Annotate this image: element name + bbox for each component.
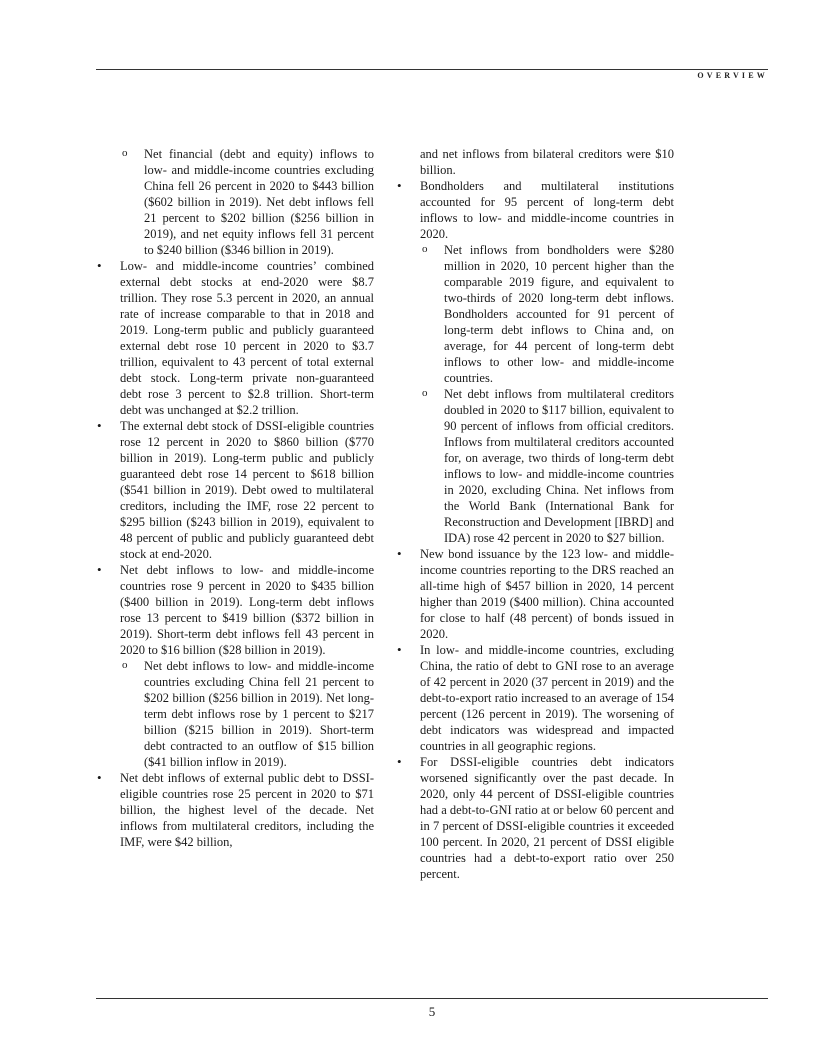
running-header: OVERVIEW: [697, 71, 768, 80]
list-item: [420, 178, 674, 546]
list-item: • Low- and middle-income countries’ combined external debt stocks at end-2020 were $8.7 trillion. They rose 5.3 percent in 2020, an annual rate of increase comparable to that in 2018 and 2019. Long-term public and publicly guaranteed external debt rose 10 percent in 2020 to $3.7 trillion, equivalent to 43 percent of total external debt stock. Long-term private non-guaranteed debt rose 3 percent to $2.8 trillion. Short-term debt was unchanged at $2.2 trillion.: [120, 258, 374, 418]
sub-list-item: o Net financial (debt and equity) inflows to low- and middle-income countries excluding China fell 26 percent in 2020 to $443 billion ($602 billion in 2019). Net debt inflows fell 21 percent to $202 billion ($256 billion in 2019), and net equity inflows fell 31 percent to $240 billion ($346 billion in 2019).: [144, 146, 374, 258]
list-item: • For DSSI-eligible countries debt indicators worsened significantly over the past decade. In 2020, only 44 percent of DSSI-eligible countries had a debt-to-GNI ratio at or below 60 percent and in 7 percent of DSSI-eligible countries it exceeded 100 percent. In 2020, 21 percent of DSSI eligible countries had a debt-to-export ratio over 250 percent.: [420, 754, 674, 882]
continued-paragraph: and net inflows from bilateral creditors were $10 billion.: [420, 147, 674, 177]
list-item-continuation: [120, 146, 374, 258]
list-item-text: Bondholders and multilateral institutions accounted for 95 percent of long-term debt inflows to low- and middle-income countries in 2020.: [420, 179, 674, 241]
list-item: • Net debt inflows of external public debt to DSSI-eligible countries rose 25 percent in 2020 to $71 billion, the highest level of the decade. Net inflows from multilateral creditors, including the IMF, were $42 billion,: [120, 770, 374, 850]
sub-list-item: o Net inflows from bondholders were $280 million in 2020, 10 percent higher than the comparable 2019 figure, and equivalent to two-thirds of 2020 long-term debt inflows. Bondholders accounted for 91 percent of long-term debt inflows to China and, on average, for 44 percent of long-term debt inflows to other low- and middle-income countries.: [444, 242, 674, 386]
footer-rule: [96, 998, 768, 999]
right-column: [420, 146, 674, 882]
list-item: • New bond issuance by the 123 low- and middle-income countries reporting to the DRS reached an all-time high of $457 billion in 2020, 14 percent higher than 2019 ($400 million). China accounted for close to half (48 percent) of bonds issued in 2020.: [420, 546, 674, 642]
left-column: [120, 146, 374, 850]
list-item: • The external debt stock of DSSI-eligible countries rose 12 percent in 2020 to $860 billion ($770 billion in 2019). Long-term public and publicly guaranteed debt rose 14 percent to $618 billion ($541 billion in 2019). Debt owed to multilateral creditors, including the IMF, rose 22 percent to $295 billion ($243 billion in 2019), equivalent to 48 percent of public and publicly guaranteed debt stock at end-2020.: [120, 418, 374, 562]
sub-list-item: o Net debt inflows to low- and middle-income countries excluding China fell 21 percent to $202 billion ($256 billion in 2019). Net long-term debt inflows rose by 1 percent to $217 billion ($215 billion in 2019). Short-term debt contracted to an outflow of $15 billion ($41 billion inflow in 2019).: [144, 658, 374, 770]
list-item-text: Net debt inflows to low- and middle-income countries rose 9 percent in 2020 to $435 billion ($400 billion in 2019). Long-term debt inflows rose 13 percent to $419 billion ($372 billion in 2019). Short-term debt inflows fell 43 percent in 2020 to $16 billion ($28 billion in 2019).: [120, 563, 374, 657]
page-number: 5: [428, 1004, 436, 1019]
list-item: [120, 562, 374, 770]
list-item: • In low- and middle-income countries, excluding China, the ratio of debt to GNI rose to an average of 42 percent in 2020 (37 percent in 2019) and the debt-to-export ratio increased to an average of 154 percent (126 percent in 2019). The worsening of debt indicators was widespread and impacted countries in all geographic regions.: [420, 642, 674, 754]
header-rule: [96, 69, 768, 70]
sub-list-item: o Net debt inflows from multilateral creditors doubled in 2020 to $117 billion, equivalent to 90 percent of inflows from official creditors. Inflows from multilateral creditors accounted for, on average, two thirds of long-term debt inflows to low- and middle-income countries in 2020, excluding China. Net inflows from the World Bank (International Bank for Reconstruction and Development [IBRD] and IDA) rose 42 percent in 2020 to $27 billion.: [444, 386, 674, 546]
